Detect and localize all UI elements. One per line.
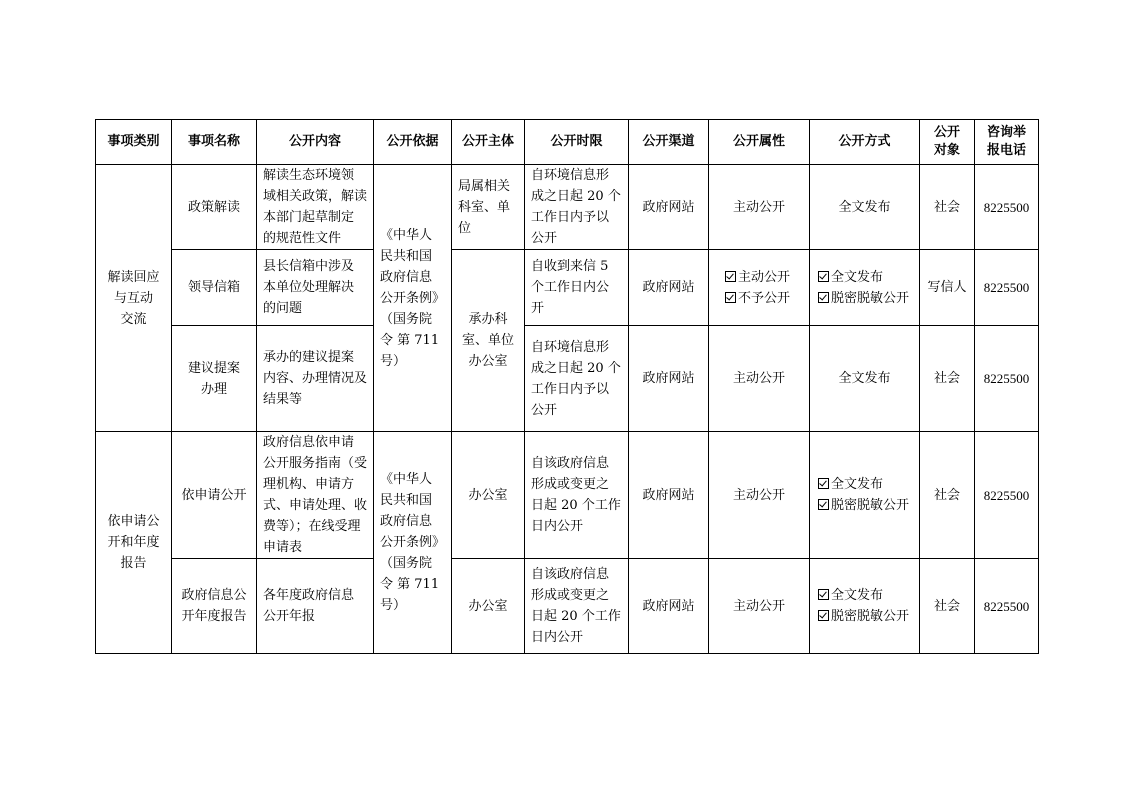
- method-cell: 全文发布: [810, 165, 920, 250]
- method-cell: 全文发布: [810, 326, 920, 432]
- target-cell: 社会: [920, 559, 975, 654]
- subject-cell: 承办科 室、单位 办公室: [452, 250, 525, 432]
- method-option: 全文发布: [818, 474, 913, 495]
- table-row: [96, 250, 1039, 326]
- content-cell: 政府信息依申请 公开服务指南（受 理机构、申请方 式、申请处理、收 费等）；在线受理 申请表: [257, 432, 374, 559]
- attribute-cell: 主动公开: [709, 326, 810, 432]
- checkbox-checked-icon: [818, 610, 829, 621]
- header-channel: 公开渠道: [629, 120, 709, 165]
- time-limit-cell: 自该政府信息 形成或变更之 日起 20 个工作 日内公开: [525, 559, 629, 654]
- basis-cell: 《中华人 民共和国 政府信息 公开条例》 （国务院 令 第 711 号）: [374, 165, 452, 432]
- header-phone: 咨询举 报电话: [975, 120, 1039, 165]
- channel-cell: 政府网站: [629, 559, 709, 654]
- basis-cell: 《中华人 民共和国 政府信息 公开条例》 （国务院 令 第 711 号）: [374, 432, 452, 654]
- table-row: [96, 559, 1039, 654]
- header-name: 事项名称: [172, 120, 257, 165]
- table-row: [96, 165, 1039, 250]
- channel-cell: 政府网站: [629, 250, 709, 326]
- method-cell: [810, 559, 920, 654]
- header-basis: 公开依据: [374, 120, 452, 165]
- method-option: 全文发布: [818, 267, 913, 288]
- attribute-cell: 主动公开: [709, 165, 810, 250]
- method-option: 脱密脱敏公开: [818, 288, 913, 309]
- header-row: [96, 120, 1039, 165]
- time-limit-cell: 自环境信息形 成之日起 20 个 工作日内予以 公开: [525, 165, 629, 250]
- checkbox-checked-icon: [818, 589, 829, 600]
- method-option: 脱密脱敏公开: [818, 606, 913, 627]
- method-option: 全文发布: [818, 585, 913, 606]
- content-cell: 解读生态环境领 域相关政策，解读 本部门起草制定 的规范性文件: [257, 165, 374, 250]
- method-cell: [810, 250, 920, 326]
- checkbox-checked-icon: [818, 271, 829, 282]
- item-name-cell: 政策解读: [172, 165, 257, 250]
- target-cell: 社会: [920, 165, 975, 250]
- header-time-limit: 公开时限: [525, 120, 629, 165]
- table-row: [96, 432, 1039, 559]
- phone-cell: 8225500: [975, 326, 1039, 432]
- table-row: [96, 326, 1039, 432]
- checkbox-checked-icon: [818, 478, 829, 489]
- item-name-cell: 领导信箱: [172, 250, 257, 326]
- item-name-cell: 建议提案 办理: [172, 326, 257, 432]
- time-limit-cell: 自环境信息形 成之日起 20 个 工作日内予以 公开: [525, 326, 629, 432]
- channel-cell: 政府网站: [629, 432, 709, 559]
- target-cell: 写信人: [920, 250, 975, 326]
- attribute-option: 主动公开: [725, 267, 803, 288]
- subject-cell: 办公室: [452, 432, 525, 559]
- method-cell: [810, 432, 920, 559]
- disclosure-table: [95, 119, 1039, 654]
- phone-cell: 8225500: [975, 165, 1039, 250]
- checkbox-checked-icon: [818, 499, 829, 510]
- target-cell: 社会: [920, 326, 975, 432]
- category-cell: 依申请公 开和年度 报告: [96, 432, 172, 654]
- content-cell: 各年度政府信息 公开年报: [257, 559, 374, 654]
- phone-cell: 8225500: [975, 250, 1039, 326]
- header-content: 公开内容: [257, 120, 374, 165]
- attribute-cell: 主动公开: [709, 432, 810, 559]
- checkbox-checked-icon: [725, 292, 736, 303]
- checkbox-checked-icon: [725, 271, 736, 282]
- phone-cell: 8225500: [975, 432, 1039, 559]
- method-option: 脱密脱敏公开: [818, 495, 913, 516]
- attribute-option: 不予公开: [725, 288, 803, 309]
- channel-cell: 政府网站: [629, 165, 709, 250]
- header-subject: 公开主体: [452, 120, 525, 165]
- channel-cell: 政府网站: [629, 326, 709, 432]
- phone-cell: 8225500: [975, 559, 1039, 654]
- attribute-cell: [709, 250, 810, 326]
- target-cell: 社会: [920, 432, 975, 559]
- category-cell: 解读回应 与互动 交流: [96, 165, 172, 432]
- header-attribute: 公开属性: [709, 120, 810, 165]
- item-name-cell: 依申请公开: [172, 432, 257, 559]
- subject-cell: 局属相关 科室、单 位: [452, 165, 525, 250]
- time-limit-cell: 自收到来信 5 个工作日内公 开: [525, 250, 629, 326]
- content-cell: 县长信箱中涉及 本单位处理解决 的问题: [257, 250, 374, 326]
- subject-cell: 办公室: [452, 559, 525, 654]
- header-method: 公开方式: [810, 120, 920, 165]
- time-limit-cell: 自该政府信息 形成或变更之 日起 20 个工作 日内公开: [525, 432, 629, 559]
- header-target: 公开 对象: [920, 120, 975, 165]
- content-cell: 承办的建议提案 内容、办理情况及 结果等: [257, 326, 374, 432]
- header-category: 事项类别: [96, 120, 172, 165]
- attribute-cell: 主动公开: [709, 559, 810, 654]
- item-name-cell: 政府信息公 开年度报告: [172, 559, 257, 654]
- checkbox-checked-icon: [818, 292, 829, 303]
